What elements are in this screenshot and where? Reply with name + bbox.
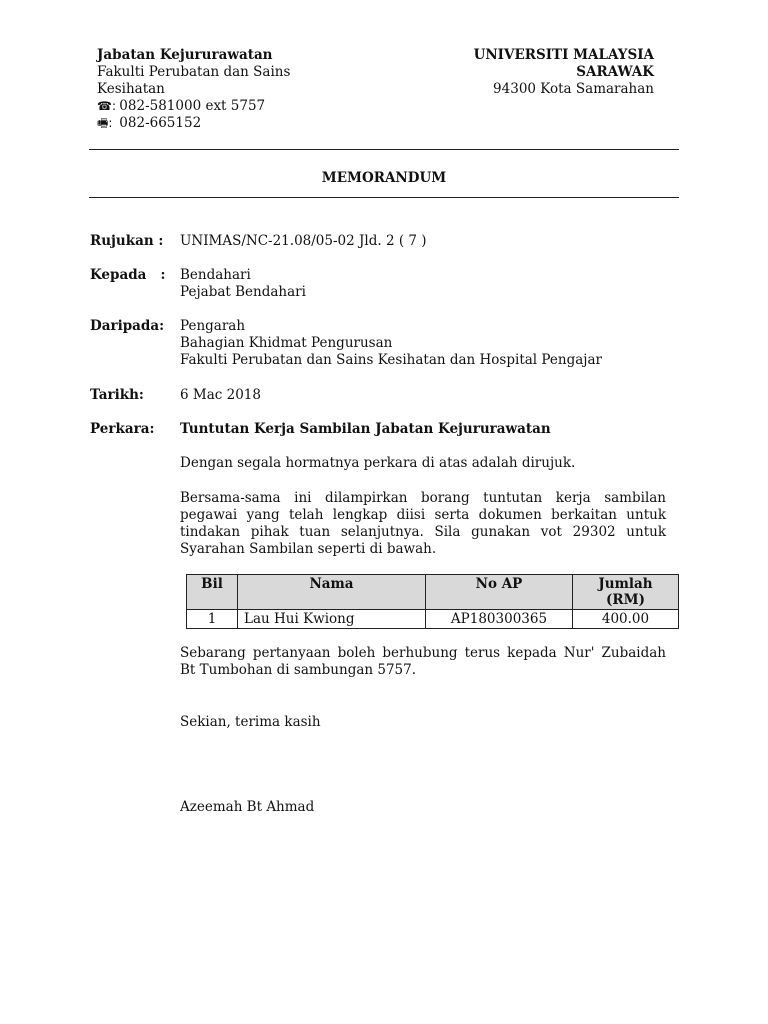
daripada-line-3: Fakulti Perubatan dan Sains Kesihatan dan Hospital Pengajar	[180, 352, 602, 368]
kepada-label: Kepada :	[90, 267, 166, 283]
university-name-line-1: UNIVERSITI MALAYSIA	[473, 47, 654, 63]
closing-text: Sekian, terima kasih	[180, 714, 321, 730]
tarikh-label: Tarikh:	[90, 387, 144, 403]
signatory-name: Azeemah Bt Ahmad	[180, 799, 315, 815]
rujukan-value: UNIMAS/NC-21.08/05-02 Jld. 2 ( 7 )	[180, 233, 427, 249]
table-header-row	[187, 575, 679, 610]
header-jumlah	[573, 575, 679, 610]
telephone-icon: ☎:	[97, 99, 116, 113]
table-row	[187, 610, 679, 629]
daripada-value	[180, 318, 602, 369]
daripada-label: Daripada:	[90, 318, 165, 334]
university-name-line-2: SARAWAK	[576, 64, 654, 80]
title-divider	[89, 197, 679, 198]
daripada-line-1: Pengarah	[180, 318, 246, 334]
department-block	[97, 47, 290, 132]
department-name: Jabatan Kejururawatan	[97, 47, 273, 63]
university-block	[474, 47, 654, 98]
tarikh-value: 6 Mac 2018	[180, 387, 261, 403]
claim-table	[186, 574, 679, 629]
perkara-value: Tuntutan Kerja Sambilan Jabatan Kejururawatan	[180, 421, 551, 437]
opening-paragraph: Dengan segala hormatnya perkara di atas adalah dirujuk.	[180, 455, 576, 471]
kepada-line-2: Pejabat Bendahari	[180, 284, 306, 300]
phone-line	[97, 98, 290, 115]
cell-bil: 1	[187, 610, 238, 629]
contact-paragraph: Sebarang pertanyaan boleh berhubung terus kepada Nur' Zubaidah Bt Tumbohan di sambungan 5757.	[180, 645, 666, 678]
daripada-line-2: Bahagian Khidmat Pengurusan	[180, 335, 393, 351]
cell-nama: Lau Hui Kwiong	[238, 610, 426, 629]
fax-line	[97, 115, 290, 132]
main-paragraph: Bersama-sama ini dilampirkan borang tuntutan kerja sambilan pegawai yang telah lengkap diisi serta dokumen berkaitan untuk tindakan pihak tuan selanjutnya. Sila gunakan vot 29302 untuk Syarahan Sambilan seperti di bawah.	[180, 490, 666, 557]
faculty-line-1: Fakulti Perubatan dan Sains	[97, 64, 291, 80]
rujukan-label: Rujukan :	[90, 233, 164, 249]
header-bil: Bil	[187, 575, 238, 610]
cell-jumlah: 400.00	[573, 610, 679, 629]
perkara-label: Perkara:	[90, 421, 155, 437]
faculty-line-2: Kesihatan	[97, 81, 165, 97]
header-nama: Nama	[238, 575, 426, 610]
kepada-value	[180, 267, 306, 301]
kepada-line-1: Bendahari	[180, 267, 251, 283]
top-divider	[89, 149, 679, 150]
fax-icon: 🖷:	[97, 116, 113, 130]
fax-number: 082-665152	[119, 115, 202, 131]
header-noap: No AP	[426, 575, 573, 610]
header-jumlah-line-2: (RM)	[606, 592, 645, 608]
university-address: 94300 Kota Samarahan	[493, 81, 654, 97]
header-jumlah-line-1: Jumlah	[598, 576, 653, 592]
phone-number: 082-581000 ext 5757	[119, 98, 266, 114]
cell-noap: AP180300365	[426, 610, 573, 629]
memo-title: MEMORANDUM	[321, 170, 447, 186]
